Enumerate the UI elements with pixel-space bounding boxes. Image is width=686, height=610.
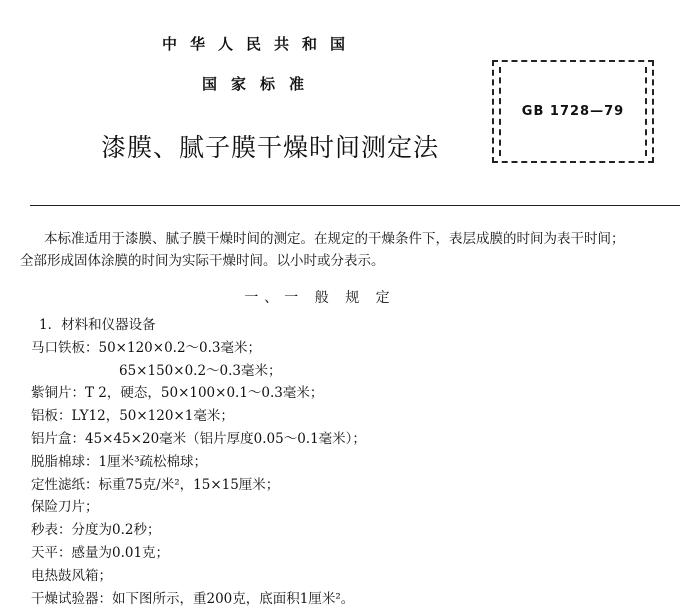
- list-item: 干燥试验器：如下图所示，重200克，底面积1厘米²。: [31, 590, 355, 607]
- section-title: 一、一 般 规 定: [244, 290, 396, 306]
- materials-list: [31, 314, 671, 610]
- standard-category: 国家标准: [201, 75, 318, 93]
- list-item: 马口铁板：50×120×0.2～0.3毫米；: [31, 339, 262, 356]
- intro-paragraph: [20, 228, 680, 272]
- country-heading: 中华人民共和国: [161, 35, 358, 53]
- header-divider: [30, 205, 680, 206]
- list-item: 电热鼓风箱；: [31, 567, 112, 584]
- list-item: 紫铜片：T 2，硬态，50×100×0.1～0.3毫米；: [31, 385, 324, 402]
- intro-line: 本标准适用于漆膜、腻子膜干燥时间的测定。在规定的干燥条件下，表层成膜的时间为表干时间；: [44, 231, 625, 247]
- list-item: 脱脂棉球：1厘米³疏松棉球；: [31, 453, 208, 470]
- list-heading: 1．材料和仪器设备: [39, 317, 156, 333]
- standard-number-box: [492, 60, 654, 163]
- list-item: 保险刀片；: [31, 499, 99, 516]
- intro-line: 全部形成固体涂膜的时间为实际干燥时间。以小时或分表示。: [20, 253, 385, 269]
- standard-code: GB 1728—79: [521, 104, 625, 119]
- document-title: 漆膜、腻子膜干燥时间测定法: [100, 133, 439, 162]
- list-item: 铝片盒：45×45×20毫米（铝片厚度0.05～0.1毫米）；: [31, 430, 366, 447]
- list-item: 铝板：LY12，50×120×1毫米；: [31, 408, 234, 425]
- list-item: 65×150×0.2～0.3毫米；: [119, 362, 282, 379]
- list-item: 秒表：分度为0.2秒；: [31, 522, 161, 539]
- list-item: 定性滤纸：标重75克/米²，15×15厘米；: [31, 476, 280, 493]
- list-item: 天平：感量为0.01克；: [31, 544, 170, 561]
